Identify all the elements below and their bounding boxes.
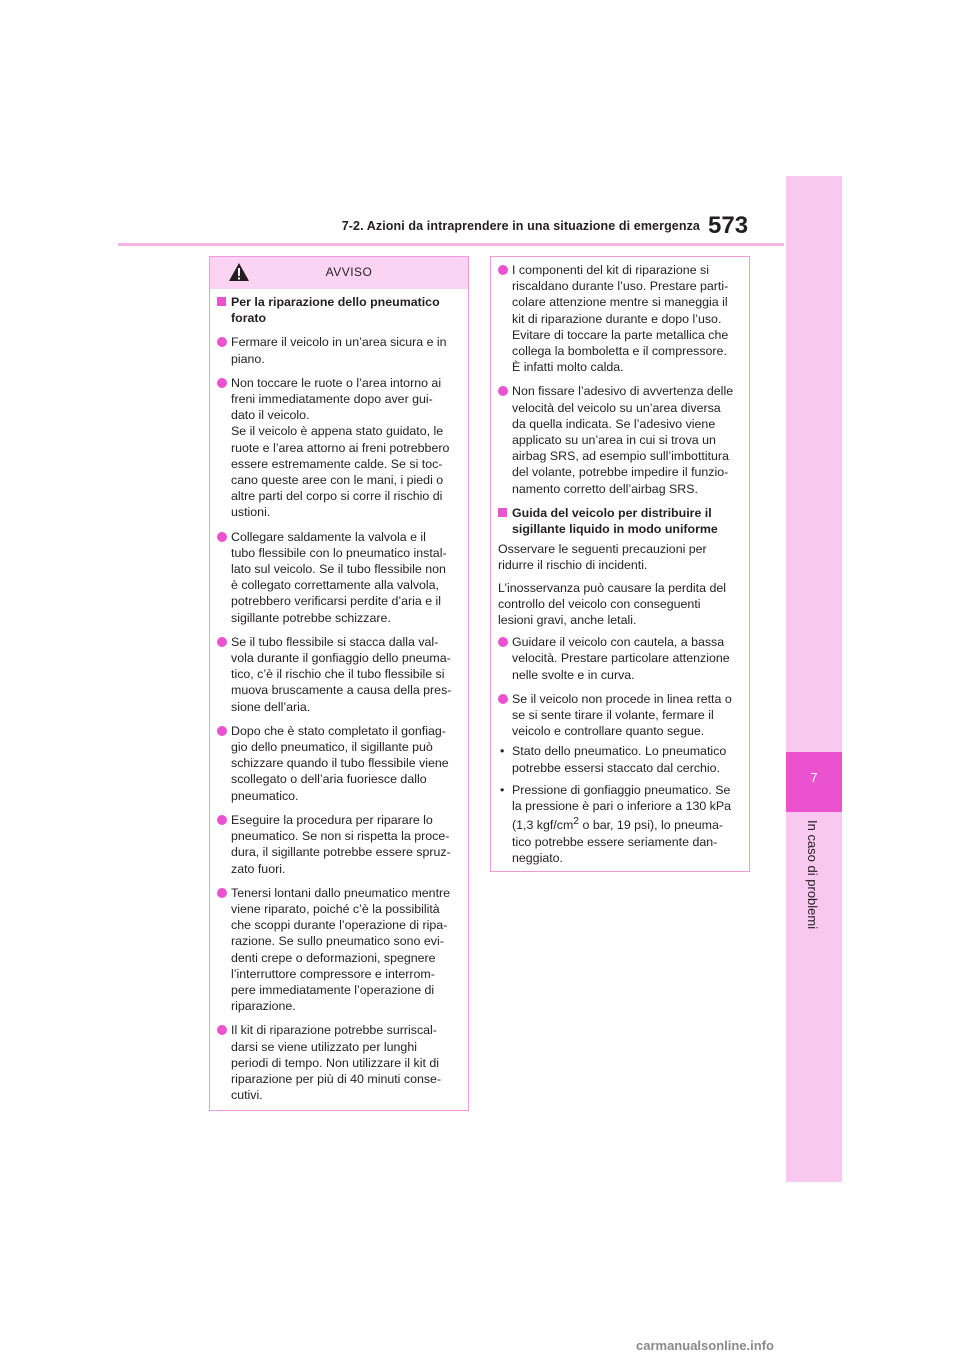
bullet-text-cont: o bar, 19 psi), lo pneuma- tico potrebbe essere seriamente dan- neggiato. bbox=[512, 818, 723, 865]
bullet-text: Stato dello pneumatico. Lo pneumatico potrebbe essersi staccato dal cerchio. bbox=[512, 744, 727, 775]
chapter-label: In caso di problemi bbox=[805, 820, 820, 930]
warning-box-left bbox=[209, 256, 469, 1111]
paragraph: L’inosservanza può causare la perdita del controllo del veicolo con conseguenti lesioni gravi, anche letali. bbox=[498, 580, 726, 628]
chapter-side-tab bbox=[786, 176, 842, 1182]
list-item bbox=[217, 634, 458, 715]
item-text: Collegare saldamente la valvola e il tubo flessibile con lo pneumatico instal- lato sul veicolo. Se il tubo flessibile non è collegato correttamente alla valvola, potrebbero verificarsi perdite d’aria e il sigillante potrebbe schizzare. bbox=[231, 529, 447, 625]
list-item bbox=[217, 812, 458, 877]
bullet-mark: • bbox=[500, 744, 505, 759]
dot-bullet-icon bbox=[217, 378, 227, 388]
dot-bullet-icon bbox=[217, 815, 227, 825]
item-text: Guidare il veicolo con cautela, a bassa velocità. Prestare particolare attenzione nelle svolte e in curva. bbox=[512, 635, 730, 682]
dot-bullet-icon bbox=[217, 337, 227, 347]
bullet-text: Pressione di gonfiaggio pneumatico. Se la pressione è pari o inferiore a 130 kPa (1,3 kgf/cm bbox=[512, 782, 732, 833]
warning-box-right bbox=[490, 256, 750, 872]
superscript: 2 bbox=[573, 816, 580, 828]
heading-text: Guida del veicolo per distribuire il sigillante liquido in modo uniforme bbox=[512, 505, 718, 537]
dot-bullet-icon bbox=[217, 1025, 227, 1035]
list-item bbox=[498, 634, 739, 683]
dot-bullet-icon bbox=[217, 888, 227, 898]
item-text: Il kit di riparazione potrebbe surriscal- darsi se viene utilizzato per lunghi periodi di tempo. Non utilizzare il kit di riparazione per più di 40 minuti conse- cutivi. bbox=[231, 1023, 442, 1103]
list-item bbox=[217, 375, 458, 521]
item-text: Eseguire la procedura per riparare lo pneumatico. Se non si rispetta la proce- dura, il sigillante potrebbe essere spruz- zato fuori. bbox=[231, 812, 451, 876]
paragraph: Osservare le seguenti precauzioni per ridurre il rischio di incidenti. bbox=[498, 542, 707, 573]
list-item bbox=[217, 529, 458, 626]
bullet-mark: • bbox=[500, 782, 505, 797]
sub-bullet bbox=[498, 782, 739, 866]
chapter-number: 7 bbox=[810, 770, 818, 785]
watermark: carmanualsonline.info bbox=[636, 1338, 774, 1353]
dot-bullet-icon bbox=[217, 532, 227, 542]
list-item bbox=[498, 383, 739, 496]
section-heading bbox=[217, 294, 458, 326]
dot-bullet-icon bbox=[498, 694, 508, 704]
list-item bbox=[498, 262, 739, 375]
list-item bbox=[217, 885, 458, 1015]
item-text: I componenti del kit di riparazione si riscaldano durante l’uso. Prestare parti- colare attenzione mentre si maneggia il kit di riparazione durante e dopo l’uso. Evitare di toccare la parte metallica che collega la bomboletta e il compressore. È infatti molto calda. bbox=[512, 263, 729, 375]
dot-bullet-icon bbox=[498, 637, 508, 647]
list-item bbox=[217, 1022, 458, 1103]
dot-bullet-icon bbox=[217, 726, 227, 736]
item-text: Dopo che è stato completato il gonfiag- gio dello pneumatico, il sigillante può schizzare quando il tubo flessibile viene scollegato o dell’aria fuoriesce dallo pneumatico. bbox=[231, 723, 449, 803]
list-item bbox=[498, 691, 739, 740]
sub-bullet bbox=[498, 743, 739, 775]
list-item bbox=[217, 723, 458, 804]
page-number: 573 bbox=[708, 212, 749, 239]
item-text: Non toccare le ruote o l’area intorno ai freni immediatamente dopo aver gui- dato il veicolo. Se il veicolo è appena stato guidato, le ruote e l’area attorno ai freni potrebbero essere estremamente calde. Se si toc- cano queste aree con le mani, i piedi o altre parti del corpo si corre il rischio di ustioni. bbox=[231, 375, 450, 520]
warning-header bbox=[210, 257, 468, 289]
dot-bullet-icon bbox=[217, 637, 227, 647]
section-title: 7-2. Azioni da intraprendere in una situazione di emergenza bbox=[341, 219, 700, 233]
item-text: Non fissare l’adesivo di avvertenza delle velocità del veicolo su un’area diversa da quella indicata. Se l’adesivo viene applicato su un’area in cui si trova un airbag SRS, ad esempio sull’imbottitura del volante, potrebbe impedire il funzio- namento corretto dell’airbag SRS. bbox=[512, 384, 734, 496]
dot-bullet-icon bbox=[498, 386, 508, 396]
item-text: Se il veicolo non procede in linea retta o se si sente tirare il volante, fermare il veicolo e controllare quanto segue. bbox=[512, 691, 732, 739]
heading-text: Per la riparazione dello pneumatico forato bbox=[231, 295, 440, 326]
section-heading bbox=[498, 505, 739, 537]
square-bullet-icon bbox=[217, 297, 226, 306]
warning-title: AVVISO bbox=[325, 265, 373, 279]
item-text: Fermare il veicolo in un’area sicura e in piano. bbox=[231, 335, 447, 366]
item-text: Se il tubo flessibile si stacca dalla val- vola durante il gonfiaggio dello pneuma- tico, c’è il rischio che il tubo flessibile si muova bruscamente a causa della pres- sione dell’aria. bbox=[231, 634, 452, 714]
list-item bbox=[217, 334, 458, 366]
dot-bullet-icon bbox=[498, 265, 508, 275]
header-rule bbox=[118, 243, 784, 246]
square-bullet-icon bbox=[498, 508, 507, 517]
item-text: Tenersi lontani dallo pneumatico mentre viene riparato, poiché c’è la possibilità che scoppi durante l’operazione di ripa- razione. Se sullo pneumatico sono evi- denti crepe o deformazioni, spegnere l’interruttore compressore e interrom- pere immediatamente l’operazione di riparazione. bbox=[231, 885, 451, 1014]
